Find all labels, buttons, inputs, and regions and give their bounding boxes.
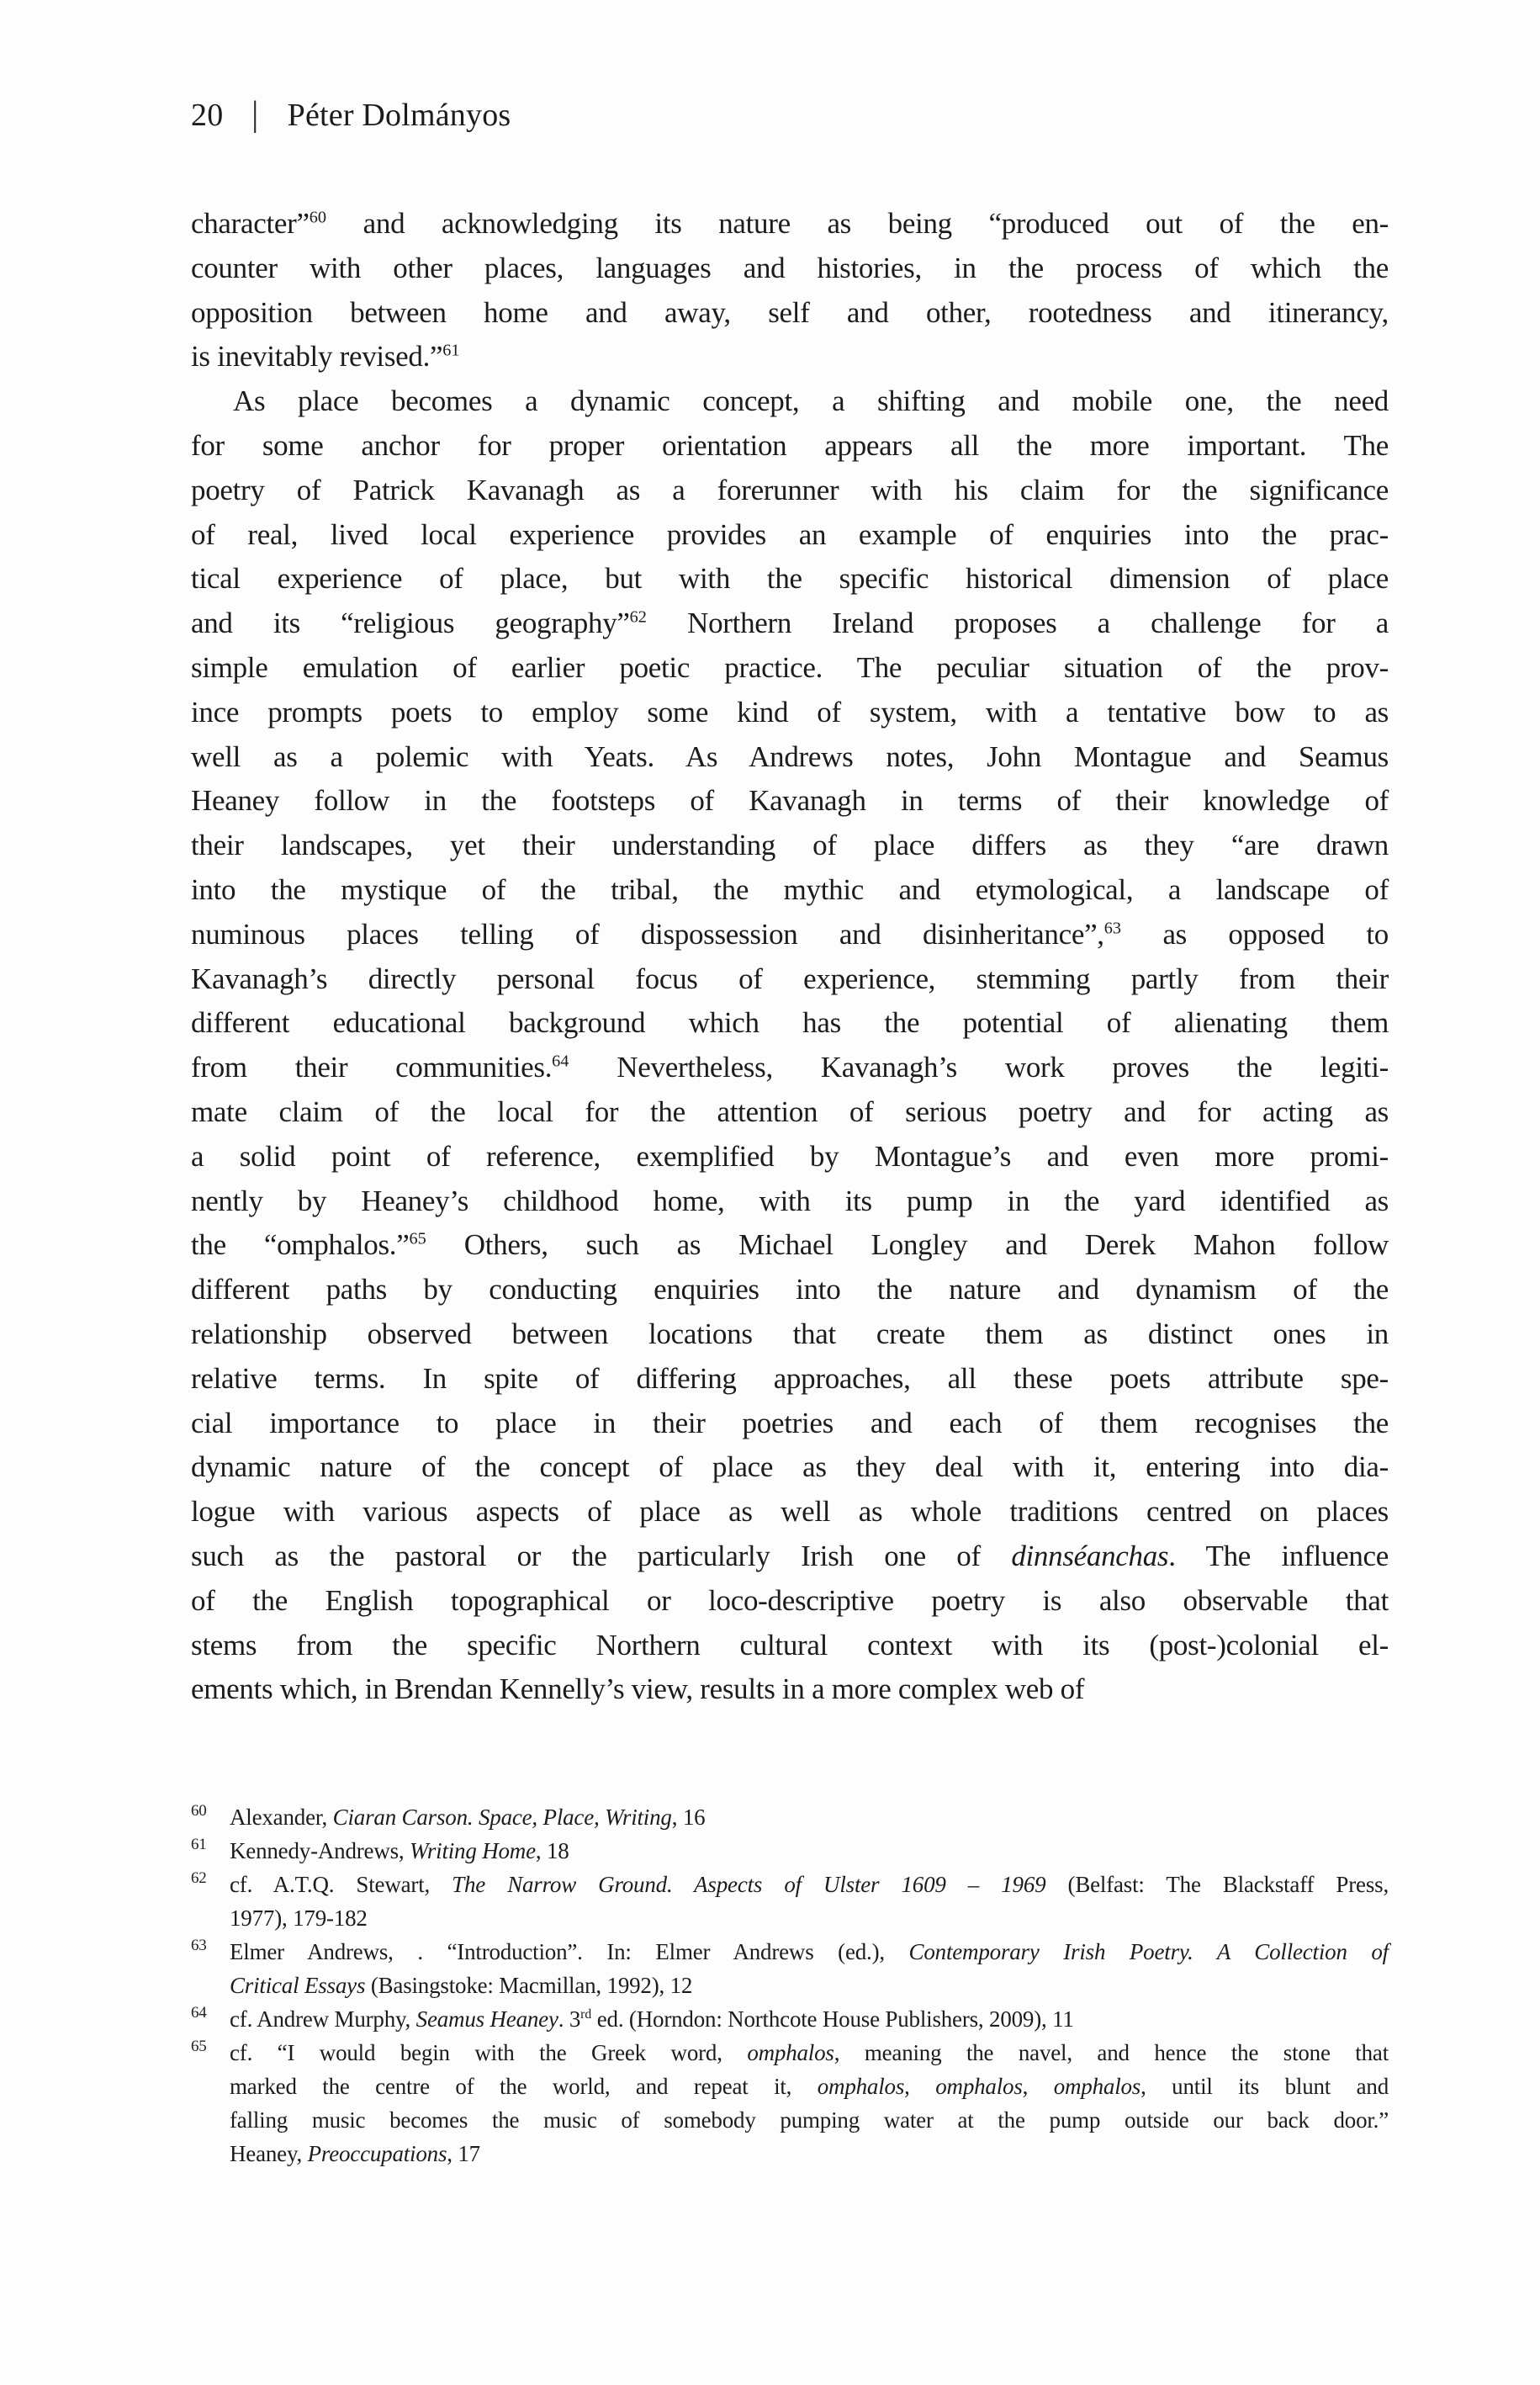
body-text-line: counter with other places, languages and histories, in the process of which the — [191, 251, 1389, 284]
footnote-line: Heaney, Preoccupations, 17 — [230, 2141, 480, 2166]
body-text-line: character”$^{60}$ and acknowledging its nature as being “produced out of the en- — [191, 207, 1389, 240]
body-text-line: ements which, in Brendan Kennelly’s view, results in a more complex web of — [191, 1672, 1085, 1706]
footnote-line: 1977), 179-182 — [230, 1905, 368, 1931]
page-number: 20 — [191, 98, 224, 133]
footnote-number: 65 — [191, 2038, 207, 2055]
body-text-line: Heaney follow in the footsteps of Kavanagh in terms of their knowledge of — [191, 784, 1389, 818]
footnote-line: cf. “I would begin with the Greek word, omphalos, meaning the navel, and hence the stone that — [230, 2040, 1389, 2065]
footnote — [191, 2036, 1389, 2170]
footnote — [191, 1935, 1389, 2002]
footnote-number: 62 — [191, 1869, 207, 1887]
running-header — [191, 94, 511, 135]
footnote-number: 64 — [191, 2004, 207, 2022]
body-text-line: nently by Heaney’s childhood home, with its pump in the yard identified as — [191, 1184, 1389, 1217]
footnote-line: marked the centre of the world, and repeat it, omphalos, omphalos, omphalos, until its blunt and — [230, 2074, 1389, 2099]
footnote-number: 61 — [191, 1836, 207, 1853]
body-text-line: for some anchor for proper orientation appears all the more important. The — [191, 428, 1389, 462]
footnotes — [191, 1800, 1389, 2170]
footnote-number: 63 — [191, 1937, 207, 1954]
body-text-line: ince prompts poets to employ some kind of system, with a tentative bow to as — [191, 695, 1389, 729]
body-text-line: and its “religious geography”$^{62}$ Northern Ireland proposes a challenge for a — [191, 607, 1389, 640]
footnote-line: Kennedy-Andrews, Writing Home, 18 — [230, 1838, 569, 1863]
footnote-line: falling music becomes the music of somebody pumping water at the pump outside our back door.” — [230, 2107, 1389, 2133]
body-text-line: different educational background which has the potential of alienating them — [191, 1006, 1389, 1040]
body-text-line: simple emulation of earlier poetic practice. The peculiar situation of the prov- — [191, 650, 1389, 684]
footnote — [191, 1800, 1389, 1834]
paragraph — [191, 379, 1389, 1712]
body-text-line: mate claim of the local for the attention of serious poetry and for acting as — [191, 1094, 1389, 1128]
body-text-line: relationship observed between locations that create them as distinct ones in — [191, 1317, 1389, 1350]
footnote — [191, 1834, 1389, 1868]
body-text-line: different paths by conducting enquiries into the nature and dynamism of the — [191, 1273, 1389, 1306]
body-text-line: the “omphalos.”$^{65}$ Others, such as Michael Longley and Derek Mahon follow — [191, 1228, 1389, 1262]
body-text-line: is inevitably revised.”$^{61}$ — [191, 340, 460, 374]
body-text-line: opposition between home and away, self and other, rootedness and itinerancy, — [191, 295, 1389, 329]
body-text-line: dynamic nature of the concept of place as they deal with it, entering into dia- — [191, 1450, 1389, 1484]
page-header-author: Péter Dolmányos — [287, 98, 511, 133]
body-text-line: such as the pastoral or the particularly Irish one of dinnséanchas. The influence — [191, 1539, 1389, 1572]
body-text-line: into the mystique of the tribal, the mythic and etymological, a landscape of — [191, 872, 1389, 906]
header-divider: | — [251, 95, 259, 134]
body-text-line: a solid point of reference, exemplified by Montague’s and even more promi- — [191, 1139, 1389, 1173]
footnote — [191, 2002, 1389, 2036]
body-text-line: from their communities.$^{64}$ Nevertheless, Kavanagh’s work proves the legiti- — [191, 1051, 1389, 1084]
footnote — [191, 1868, 1389, 1935]
paragraph — [191, 202, 1389, 379]
body-text-line: their landscapes, yet their understanding of place differs as they “are drawn — [191, 829, 1389, 862]
body-text-line: Kavanagh’s directly personal focus of experience, stemming partly from their — [191, 962, 1389, 995]
body-text — [191, 202, 1389, 1712]
footnote-line: Elmer Andrews, . “Introduction”. In: Elmer Andrews (ed.), Contemporary Irish Poetry. A Collection of — [230, 1939, 1389, 1964]
footnote-line: Critical Essays (Basingstoke: Macmillan, 1992), 12 — [230, 1973, 693, 1998]
footnote-line: Alexander, Ciaran Carson. Space, Place, Writing, 16 — [230, 1805, 706, 1830]
body-text-line: of the English topographical or loco-descriptive poetry is also observable that — [191, 1583, 1389, 1617]
body-text-line: tical experience of place, but with the specific historical dimension of place — [191, 562, 1389, 596]
body-text-line: of real, lived local experience provides an example of enquiries into the prac- — [191, 517, 1389, 551]
body-text-line: As place becomes a dynamic concept, a shifting and mobile one, the need — [233, 384, 1389, 418]
body-text-line: stems from the specific Northern cultural context with its (post-)colonial el- — [191, 1628, 1389, 1662]
body-text-line: cial importance to place in their poetries and each of them recognises the — [191, 1406, 1389, 1439]
body-text-line: well as a polemic with Yeats. As Andrews notes, John Montague and Seamus — [191, 739, 1389, 773]
footnote-line: cf. A.T.Q. Stewart, The Narrow Ground. Aspects of Ulster 1609 – 1969 (Belfast: The Blackstaff Press, — [230, 1872, 1389, 1897]
footnote-number: 60 — [191, 1802, 207, 1820]
body-text-line: relative terms. In spite of differing approaches, all these poets attribute spe- — [191, 1361, 1389, 1395]
footnote-line: cf. Andrew Murphy, Seamus Heaney. 3rd ed. (Horndon: Northcote House Publishers, 2009), 11 — [230, 2006, 1074, 2032]
body-text-line: logue with various aspects of place as well as whole traditions centred on places — [191, 1495, 1389, 1529]
body-text-line: poetry of Patrick Kavanagh as a forerunner with his claim for the significance — [191, 473, 1389, 506]
body-text-line: numinous places telling of dispossession and disinheritance”,$^{63}$ as opposed to — [191, 917, 1389, 951]
